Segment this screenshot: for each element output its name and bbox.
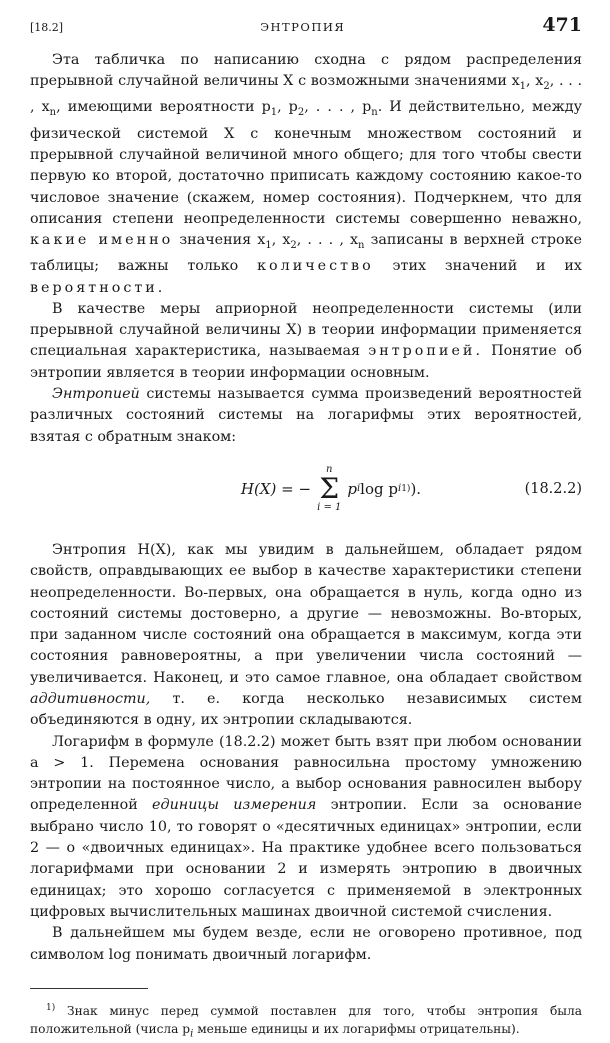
section-number: [18.2] bbox=[30, 21, 64, 34]
footnote-ref: 1) bbox=[401, 483, 411, 494]
page-number: 471 bbox=[542, 14, 582, 36]
footnote-divider bbox=[30, 988, 148, 989]
paragraph-entropy-definition: Энтропией системы называется сумма произведений вероятностей различных состояний системы на логарифмы этих вероятностей, взятая с обратным знаком: bbox=[30, 386, 582, 445]
footnote: $^{1)}$ Знак минус перед суммой поставлен для того, чтобы энтропия была положительной (числа $p_i$ меньше единицы и их логарифмы отрицательны). bbox=[30, 1002, 582, 1040]
paragraph-table-analogy: Эта табличка по написанию сходна с рядом распределения прерывной случайной величины X с возможными значениями $x_1$, $x_2$, . . . , $x_n$, имеющими вероятности $p_1$, $p_2$, . . . , $p_n$. И действительно, между физической системой X с конечным множеством состояний и прерывной случайной величиной много общего; для того чтобы свести первую ко второй, достаточно приписать каждому состоянию какое-то числовое значение (скажем, номер состояния). Подчеркнем, что для описания степени неопределенности системы совершенно неважно, какие именно значения $x_1$, $x_2$, . . . , $x_n$ записаны в верхней строке таблицы; важны только количество этих значений и их вероятности. bbox=[30, 52, 583, 296]
running-title: ЭНТРОПИЯ bbox=[260, 20, 346, 34]
paragraph-entropy-properties: Энтропия H(X), как мы увидим в дальнейшем, обладает рядом свойств, оправдывающих ее выбор в качестве характеристики степени неопределенности. Во-первых, она обращается в нуль, когда одно из состояний системы достоверно, а другие — невозможны. Во-вторых, при заданном числе состояний она обращается в максимум, когда эти состояния равновероятны, а при увеличении числа состояний — увеличивается. Наконец, и это самое главное, она обладает свойством аддитивности, т. е. когда несколько независимых систем объединяются в одну, их энтропии складываются. bbox=[30, 541, 582, 729]
paragraph-entropy-measure: В качестве меры априорной неопределенности системы (или прерывной случайной величины X) в теории информации применяется специальная характеристика, называемая энтропией. Понятие об энтропии является в теории информации основным. bbox=[30, 300, 582, 381]
paragraph-binary-log: В дальнейшем мы будем везде, если не оговорено противное, под символом log понимать двоичный логарифм. bbox=[30, 925, 582, 963]
summation-symbol: n Σ i = 1 bbox=[317, 463, 342, 513]
equation-number: (18.2.2) bbox=[524, 480, 582, 497]
page-header bbox=[30, 14, 582, 36]
paragraph-logarithm-base: Логарифм в формуле (18.2.2) может быть взят при любом основании a > 1. Перемена основания равносильна простому умножению энтропии на постоянное число, а выбор основания равносилен выбору определенной единицы измерения энтропии. Если за основание выбрано число 10, то говорят о «десятичных единицах» энтропии, если 2 — о «двоичных единицах». На практике удобнее всего пользоваться логарифмами при основании 2 и измерять энтропию в двоичных единицах; это хорошо согласуется с применяемой в электронных цифровых вычислительных машинах двоичной системой счисления. bbox=[30, 733, 582, 920]
formula-expression: H(X) = − n Σ i = 1 p i log p i 1) ). bbox=[240, 463, 422, 513]
entropy-formula bbox=[30, 450, 582, 528]
